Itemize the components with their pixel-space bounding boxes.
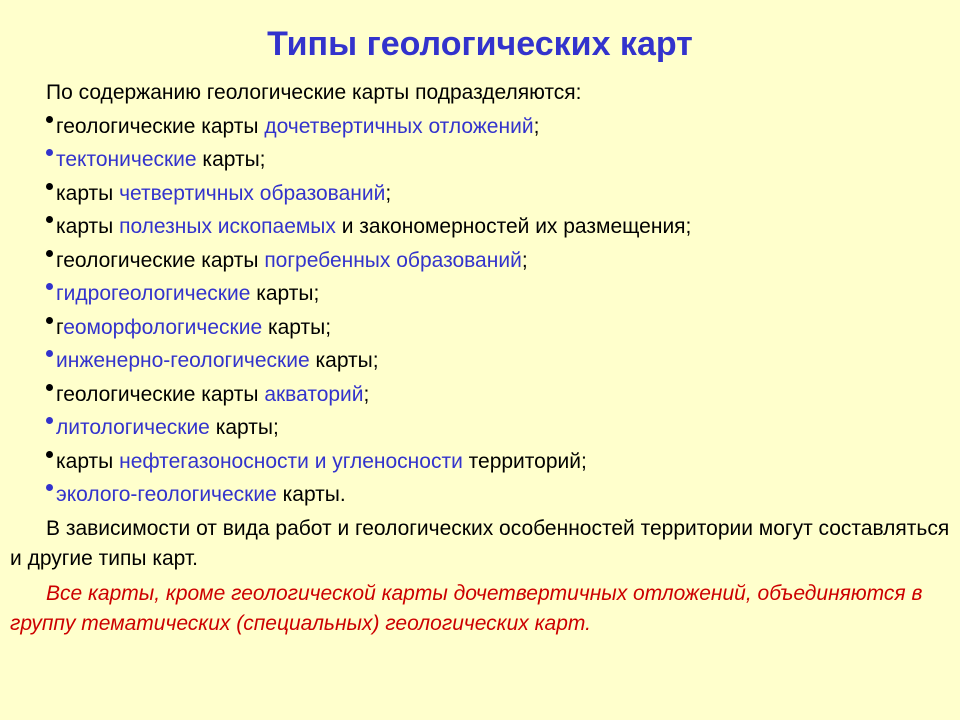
item-text-highlight: акваторий bbox=[264, 382, 364, 406]
item-text-highlight: литологические bbox=[56, 416, 210, 439]
list-item bbox=[10, 311, 950, 345]
bullet-icon bbox=[46, 350, 53, 357]
bullet-icon bbox=[46, 317, 53, 324]
item-text-tail: карты. bbox=[276, 483, 346, 506]
bullet-icon bbox=[46, 283, 53, 290]
item-text-tail: карты; bbox=[196, 148, 266, 171]
item-text-tail: карты; bbox=[209, 416, 279, 439]
item-text-plain: карты bbox=[56, 181, 120, 205]
list-item bbox=[10, 445, 950, 479]
item-text-tail: ; bbox=[385, 181, 392, 205]
bullet-icon bbox=[46, 384, 53, 391]
item-text-highlight: гидрогеологические bbox=[56, 282, 251, 305]
list-item bbox=[10, 177, 950, 211]
list-item bbox=[10, 378, 950, 412]
item-text-highlight: инженерно-геологические bbox=[56, 349, 310, 372]
summary-note: Все карты, кроме геологической карты дочетвертичных отложений, объединяются в группу тематических (специальных) геологических карт. bbox=[10, 581, 923, 635]
list-item bbox=[10, 210, 950, 244]
bullet-icon bbox=[46, 149, 53, 156]
item-text-highlight: еоморфологические bbox=[63, 315, 263, 339]
list-item bbox=[10, 411, 950, 445]
item-text-tail: ; bbox=[363, 382, 370, 406]
item-text-tail: и закономерностей их размещения; bbox=[335, 215, 692, 238]
item-text-tail: ; bbox=[521, 248, 528, 272]
list-item bbox=[10, 344, 950, 378]
item-text-highlight: полезных ископаемых bbox=[119, 215, 336, 238]
item-text-plain: геологические карты bbox=[56, 114, 265, 138]
list-item bbox=[10, 277, 950, 311]
bullet-icon bbox=[46, 417, 53, 424]
item-text-plain: карты bbox=[56, 215, 120, 238]
list-item bbox=[10, 244, 950, 278]
bullet-icon bbox=[46, 216, 53, 223]
slide-title: Типы геологических карт bbox=[267, 25, 693, 63]
item-text-highlight: дочетвертичных отложений bbox=[264, 114, 534, 138]
item-text-highlight: нефтегазоносности и угленосности bbox=[119, 449, 463, 473]
bullet-icon bbox=[46, 250, 53, 257]
bullet-icon bbox=[46, 183, 53, 190]
slide-body bbox=[10, 76, 950, 639]
item-text-plain: геологические карты bbox=[56, 248, 265, 272]
item-text-highlight: четвертичных образований bbox=[119, 181, 386, 205]
item-text-plain: г bbox=[56, 315, 64, 339]
list-item bbox=[10, 143, 950, 177]
bullet-icon bbox=[46, 484, 53, 491]
item-text-tail: ; bbox=[533, 114, 540, 138]
intro-text: По содержанию геологические карты подразделяются: bbox=[46, 81, 582, 104]
item-text-plain: геологические карты bbox=[56, 382, 265, 406]
list-item bbox=[10, 110, 950, 144]
item-text-highlight: эколого-геологические bbox=[56, 483, 277, 506]
item-text-tail: территорий; bbox=[462, 449, 587, 473]
bullet-icon bbox=[46, 451, 53, 458]
item-text-highlight: погребенных образований bbox=[264, 248, 522, 272]
item-text-highlight: тектонические bbox=[56, 148, 197, 171]
item-text-tail: карты; bbox=[250, 282, 320, 305]
item-text-plain: карты bbox=[56, 449, 120, 473]
list-item bbox=[10, 478, 950, 512]
bullet-icon bbox=[46, 116, 53, 123]
item-text-tail: карты; bbox=[262, 315, 332, 339]
item-text-tail: карты; bbox=[309, 349, 379, 372]
closing-paragraph: В зависимости от вида работ и геологических особенностей территории могут составляться и другие типы карт. bbox=[10, 516, 950, 570]
